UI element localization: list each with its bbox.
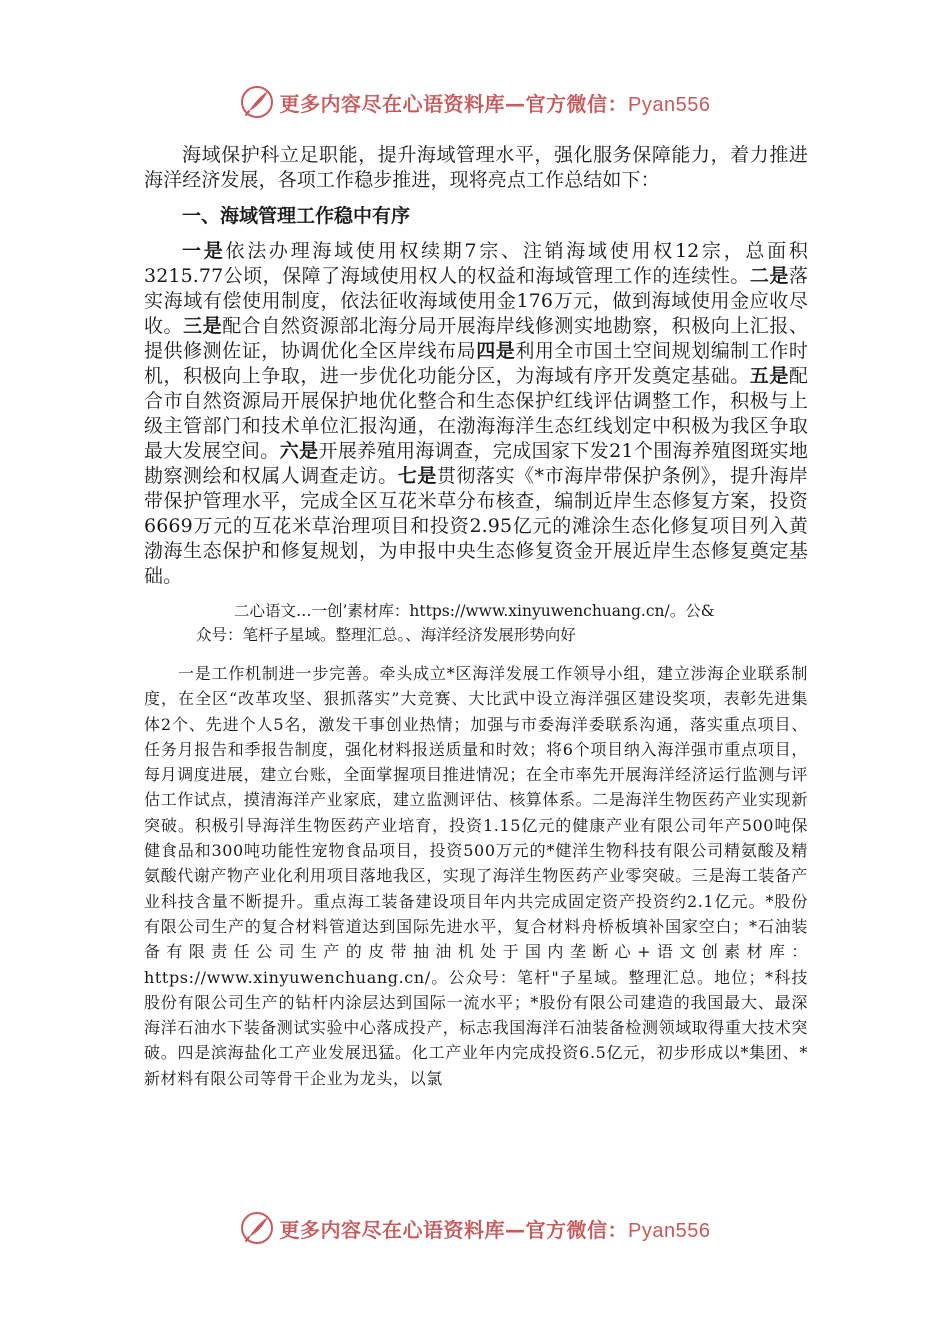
item-text: 利用全市国土空间规划编制工作时机，积极向上争取，进一步优化功能分区，为海域有序开发奠定基础。 [144,340,808,387]
watermark-line-2: 众号：笔杆子星域。整理汇总。、海洋经济发展形势向好 [196,626,576,644]
item-lead: 四是 [476,340,516,362]
item-text: 贯彻落实《*市海岸带保护条例》，提升海岸带保护管理水平，完成全区互花米草分布核查，编制近岸生态修复方案，投资6669万元的互花米草治理项目和投资2.95亿元的滩涂生态化修复项目列入黄渤海生态保护和修复规划，为申报中央生态修复资金开展近岸生态修复奠定基础。 [144,465,808,587]
quill-logo-icon [240,85,274,119]
section1-paragraph [144,239,808,589]
item-lead: 二是 [749,265,789,287]
section2-paragraph: 一是工作机制进一步完善。牵头成立*区海洋发展工作领导小组，建立涉海企业联系制度，在全区“改革攻坚、狠抓落实”大竞赛、大比武中设立海洋强区建设奖项，表彰先进集体2个、先进个人5名，激发干事创业热情；加强与市委海洋委联系沟通，落实重点项目、任务月报告和季报告制度，强化材料报送质量和时效；将6个项目纳入海洋强市重点项目，每月调度进展，建立台账，全面掌握项目推进情况；在全市率先开展海洋经济运行监测与评估工作试点，摸清海洋产业家底，建立监测评估、核算体系。二是海洋生物医药产业实现新突破。积极引导海洋生物医药产业培育，投资1.15亿元的健康产业有限公司年产500吨保健食品和300吨功能性宠物食品项目，投资500万元的*健洋生物科技有限公司精氨酸及精氨酸代谢产物产业化利用项目落地我区，实现了海洋生物医药产业零突破。三是海工装备产业科技含量不断提升。重点海工装备建设项目年内共完成固定资产投资约2.1亿元。*股份有限公司生产的复合材料管道达到国际先进水平，复合材料舟桥板填补国家空白；*石油装备有限责任公司生产的皮带抽油机处于国内垄断心+语文创素材库：https://www.xinyuwenchuang.cn/。公众号：笔杆"子星域。整理汇总。地位；*科技股份有限公司生产的钻杆内涂层达到国际一流水平；*股份有限公司建造的我国最大、最深海洋石油水下装备测试实验中心落成投产，标志我国海洋石油装备检测领域取得重大技术突破。四是滨海盐化工产业发展迅猛。化工产业年内完成投资6.5亿元，初步形成以*集团、*新材料有限公司等骨干企业为龙头，以氯 [144,664,809,1088]
quill-logo-icon [240,1211,274,1245]
item-text: 配合自然资源部北海分局开展海岸线修测实地勘察，积极向上汇报、提供修测佐证，协调优化全区岸线布局 [144,315,809,362]
item-lead: 七是 [397,465,437,487]
item-text: 落实海域有偿使用制度，依法征收海域使用金176万元，做到海域使用金应收尽收。 [144,265,808,337]
wechat-id: Pyan556 [628,1219,711,1242]
item-lead: 五是 [749,365,789,387]
header-banner [0,80,950,124]
document-body [144,143,808,1091]
banner-text: 更多内容尽在心语资料库—官方微信：Pyan556 [279,1217,711,1242]
item-lead: 六是 [279,440,319,462]
watermark-text [144,599,808,647]
section-heading-1: 一、海域管理工作稳中有序 [182,205,411,227]
banner-text: 更多内容尽在心语资料库—官方微信：Pyan556 [279,91,711,116]
item-text: 依法办理海域使用权续期7宗、注销海域使用权12宗，总面积3215.77公顷，保障了海域使用权人的权益和海域管理工作的连续性。 [144,240,808,287]
footer-banner [0,1206,950,1250]
item-lead: 三是 [183,315,223,337]
wechat-id: Pyan556 [628,93,711,116]
item-text: 开展养殖用海调查，完成国家下发21个围海养殖图斑实地勘察测绘和权属人调查走访。 [144,440,809,487]
intro-paragraph: 海域保护科立足职能，提升海域管理水平，强化服务保障能力，着力推进海洋经济发展，各项工作稳步推进，现将亮点工作总结如下： [144,144,808,191]
watermark-line-1: 二心语文…一创’素材库：https://www.xinyuwenchuang.cn/。公& [234,602,715,620]
item-lead: 一是 [182,240,226,262]
item-text: 配合市自然资源局开展保护地优化整合和生态保护红线评估调整工作，积极与上级主管部门和技术单位汇报沟通，在渤海海洋生态红线划定中积极为我区争取最大发展空间。 [144,365,808,462]
